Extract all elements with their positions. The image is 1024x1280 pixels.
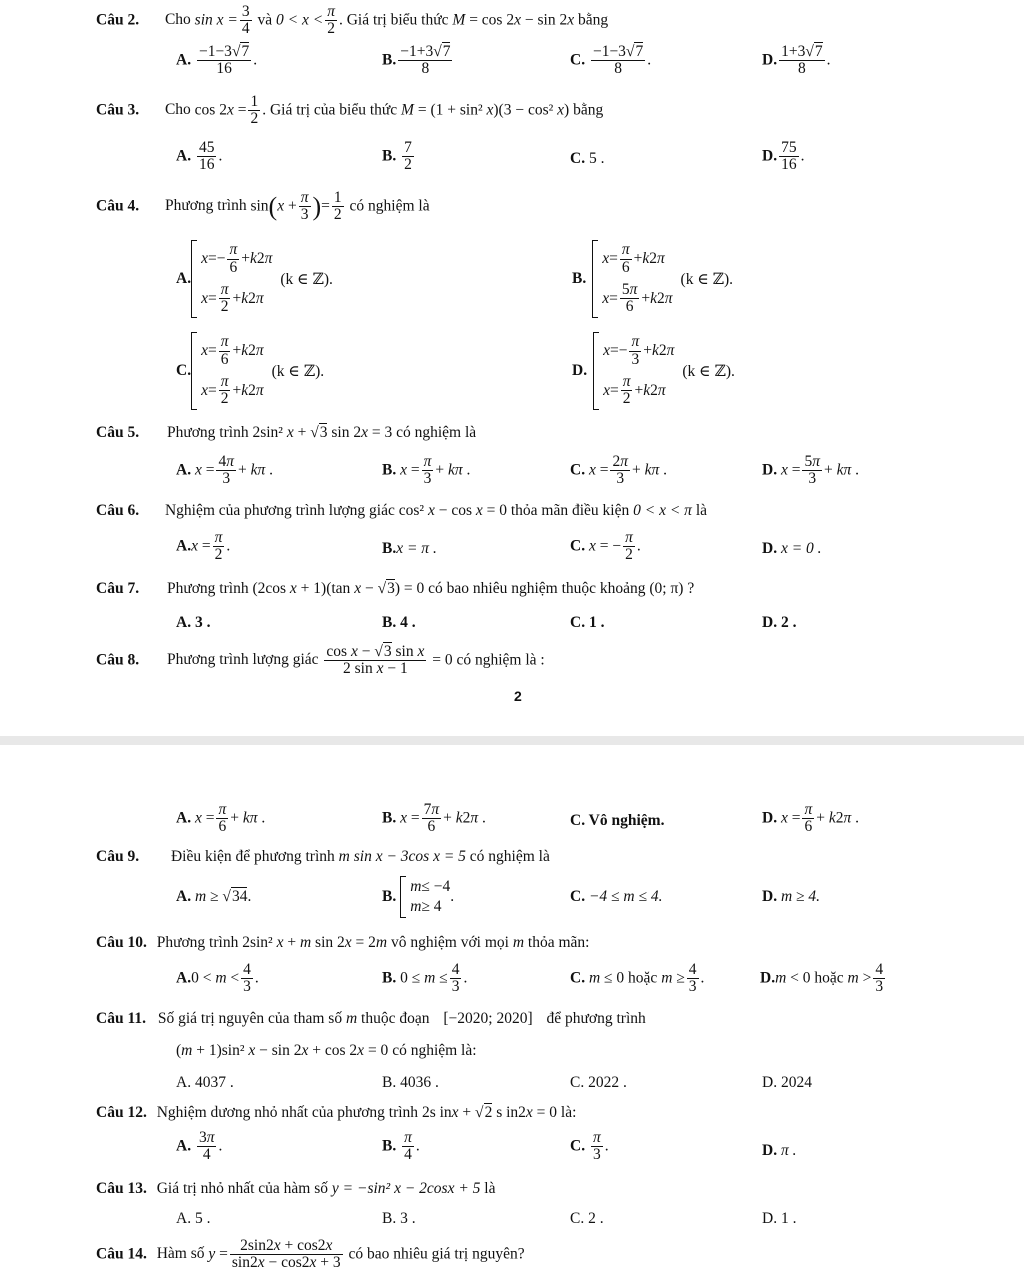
q3-option-d[interactable]: D. $\frac{75}{16}$ . [762,139,805,174]
q7-option-b[interactable]: B. 4 . [382,614,416,631]
q2-option-d[interactable]: D. $\frac{1+3√7}{8}$ . [762,43,831,78]
q10-stem: Câu 10. Phương trình 2sin² x + m sin 2x = 2m vô nghiệm với mọi m thỏa mãn: [96,934,590,951]
q8-option-d[interactable]: D. x = $\frac{\pi}{6}$ + k2π . [762,801,860,836]
q11-stem-line2: (m + 1)sin² x − sin 2x + cos 2x = 0 có nghiệm là: [176,1042,477,1059]
q12-option-c[interactable]: C. $\frac{\pi}{3}$ . [570,1129,609,1164]
question-label: Câu 5. [96,424,140,441]
q12-option-a[interactable]: A. $\frac{3\pi}{4}$ . [176,1129,223,1164]
q3-option-a[interactable]: A. $\frac{45}{16}$ . [176,139,223,174]
question-label: Câu 8. [96,651,140,669]
question-label: Câu 2. [96,11,140,29]
question-label: Câu 9. [96,848,140,865]
q9-stem: Câu 9. Điều kiện để phương trình m sin x − 3cos x = 5 có nghiệm là [96,848,550,865]
q7-option-a[interactable]: A. 3 . [176,614,211,631]
question-label: Câu 3. [96,101,140,119]
q3-stem: Câu 3. Cho cos 2x = $\frac{1}{2}$ . Giá trị của biểu thức M = (1 + sin² x)(3 − cos² x) bằng [96,93,604,128]
question-label: Câu 12. [96,1104,147,1121]
q13-option-d[interactable]: D. 1 . [762,1210,797,1227]
q3-option-b[interactable]: B. $\frac{7}{2}$ [382,139,412,174]
q11-option-b[interactable]: B. 4036 . [382,1074,439,1091]
q6-option-d[interactable]: D. x = 0 . [762,540,822,557]
q9-option-d[interactable]: D. m ≥ 4. [762,888,821,905]
q11-option-d[interactable]: D. 2024 [762,1074,812,1091]
q13-stem: Câu 13. Giá trị nhỏ nhất của hàm số y = −sin² x − 2cosx + 5 là [96,1180,496,1197]
q11-option-c[interactable]: C. 2022 . [570,1074,627,1091]
q5-option-c[interactable]: C. x = $\frac{2\pi}{3}$ + kπ . [570,453,668,488]
question-label: Câu 14. [96,1245,147,1263]
q5-stem: Câu 5. Phương trình 2sin² x + √3 sin 2x = 3 có nghiệm là [96,424,477,441]
question-label: Câu 4. [96,197,140,215]
q2-option-c[interactable]: C. $\frac{-1-3√7}{8}$ . [570,43,652,78]
q5-option-a[interactable]: A. x = $\frac{4\pi}{3}$ + kπ . [176,453,274,488]
q5-option-d[interactable]: D. x = $\frac{5\pi}{3}$ + kπ . [762,453,860,488]
q10-option-a[interactable]: A.0 < m < $\frac{4}{3}$ . [176,961,259,996]
q8-option-c[interactable]: C. Vô nghiệm. [570,812,665,829]
q7-option-c[interactable]: C. 1 . [570,614,605,631]
text: . Giá trị biểu thức [338,11,449,29]
q4-option-a[interactable]: A. x =− $\frac{\pi}{6}$ + k 2 π x = $\frac{\pi}{2}$ + k 2 π (k ∈ ℤ). [176,240,333,318]
q9-option-b[interactable]: B. m ≤ −4 m ≥ 4 . [382,876,454,918]
q6-option-a[interactable]: A.x = $\frac{\pi}{2}$ . [176,529,231,564]
q5-option-b[interactable]: B. x = $\frac{\pi}{3}$ + kπ . [382,453,471,488]
question-label: Câu 10. [96,934,147,951]
q8-option-b[interactable]: B. x = $\frac{7\pi}{6}$ + k2π . [382,801,486,836]
q8-option-a[interactable]: A. x = $\frac{\pi}{6}$ + kπ . [176,801,266,836]
question-label: Câu 7. [96,580,140,597]
q12-stem: Câu 12. Nghiệm dương nhỏ nhất của phương trình 2s inx + √2 s in2x = 0 là: [96,1104,577,1121]
q12-option-d[interactable]: D. π . [762,1142,797,1159]
q2-stem: Câu 2. Cho sin x = $\frac{3}{4}$ và 0 < x < $\frac{\pi}{2}$ . Giá trị biểu thức M = cos 2x − sin 2x bằng [96,3,609,38]
q12-option-b[interactable]: B. $\frac{\pi}{4}$ . [382,1129,420,1164]
q6-option-b[interactable]: B.x = π . [382,540,437,557]
q7-stem: Câu 7. Phương trình (2cos x + 1)(tan x − √3) = 0 có bao nhiêu nghiệm thuộc khoảng (0; π) ? [96,580,695,597]
q8-stem: Câu 8. Phương trình lượng giác $\frac{\text{cos x − √3 sin x}}{\text{2 sin x − 1}}$ = 0 có nghiệm là : [96,643,545,678]
q9-option-c[interactable]: C. −4 ≤ m ≤ 4. [570,888,663,905]
q4-option-b[interactable]: B. x = $\frac{\pi}{6}$ + k 2 π x = $\frac{5\pi}{6}$ + k 2 π (k ∈ ℤ). [572,240,733,318]
question-label: Câu 13. [96,1180,147,1197]
question-label: Câu 11. [96,1010,146,1027]
q4-stem: Câu 4. Phương trình sin(x + $\frac{\pi}{3}$ )= $\frac{1}{2}$ có nghiệm là [96,189,430,224]
question-label: Câu 6. [96,502,140,519]
text: bằng [577,11,609,29]
q10-option-b[interactable]: B. 0 ≤ m ≤ $\frac{4}{3}$ . [382,961,468,996]
page-separator [0,736,1024,745]
q11-stem: Câu 11. Số giá trị nguyên của tham số m thuộc đoạn [−2020; 2020] để phương trình [96,1010,646,1027]
q3-option-c[interactable]: C. 5 . [570,150,605,167]
q4-option-c[interactable]: C. x = $\frac{\pi}{6}$ + k 2 π x = $\frac{\pi}{2}$ + k 2 π (k ∈ ℤ). [176,332,324,410]
q7-option-d[interactable]: D. 2 . [762,614,797,631]
q9-option-a[interactable]: A. m ≥ √34. [176,888,252,905]
q11-option-a[interactable]: A. 4037 . [176,1074,234,1091]
text: và [257,11,273,29]
q6-stem: Câu 6. Nghiệm của phương trình lượng giác cos² x − cos x = 0 thỏa mãn điều kiện 0 < x < π là [96,502,708,519]
q14-stem: Câu 14. Hàm số y = $\frac{2\sin 2x + \cos 2x}{\sin 2x - \cos 2x + 3}$ có bao nhiêu giá trị nguyên? [96,1237,525,1272]
text: Cho [164,11,191,29]
q4-option-d[interactable]: D. x =− $\frac{\pi}{3}$ + k 2 π x = $\frac{\pi}{2}$ + k 2 π (k ∈ ℤ). [572,332,735,410]
q2-option-a[interactable]: A. $\frac{-1-3√7}{16}$ . [176,43,258,78]
q10-option-c[interactable]: C. m ≤ 0 hoặc m ≥ $\frac{4}{3}$ . [570,961,705,996]
q13-option-b[interactable]: B. 3 . [382,1210,416,1227]
q13-option-a[interactable]: A. 5 . [176,1210,211,1227]
q13-option-c[interactable]: C. 2 . [570,1210,604,1227]
q10-option-d[interactable]: D.m < 0 hoặc m > $\frac{4}{3}$ [760,961,884,996]
q6-option-c[interactable]: C. x = − $\frac{\pi}{2}$ . [570,529,641,564]
page-number: 2 [514,688,522,704]
q2-option-b[interactable]: B. $\frac{-1+3√7}{8}$ [382,43,451,78]
